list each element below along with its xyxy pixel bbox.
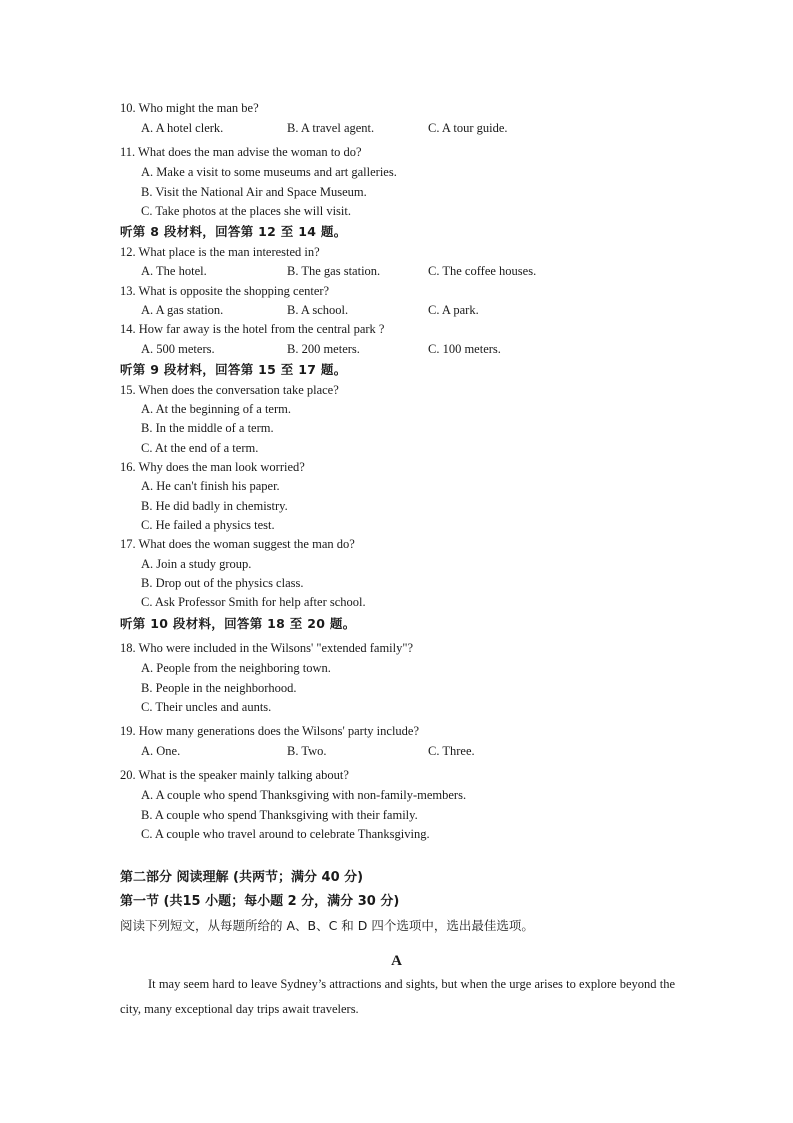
- option-c: C. Three.: [428, 744, 475, 758]
- question-stem: 10. Who might the man be?: [120, 101, 259, 115]
- question-stem: 11. What does the man advise the woman to do?: [120, 145, 362, 159]
- passage-label: A: [391, 953, 402, 969]
- option-b: B. A couple who spend Thanksgiving with their family.: [141, 808, 418, 822]
- question-stem: 17. What does the woman suggest the man do?: [120, 537, 355, 551]
- question-stem: 13. What is opposite the shopping center?: [120, 284, 330, 298]
- option-c: C. He failed a physics test.: [141, 518, 275, 532]
- option-b: B. Drop out of the physics class.: [141, 576, 304, 590]
- option-a: A. Join a study group.: [141, 557, 252, 571]
- option-b: B. Visit the National Air and Space Museum.: [141, 185, 367, 199]
- option-b: B. The gas station.: [287, 264, 381, 278]
- option-b: B. Two.: [287, 744, 327, 758]
- option-c: C. Take photos at the places she will visit.: [141, 204, 351, 218]
- option-c: C. Their uncles and aunts.: [141, 700, 272, 714]
- question-stem: 16. Why does the man look worried?: [120, 460, 305, 474]
- question-stem: 19. How many generations does the Wilsons' party include?: [120, 724, 420, 738]
- passage-paragraph: It may seem hard to leave Sydney’s attractions and sights, but when the urge arises to explore beyond the city, many exceptional day trips await travelers.: [120, 977, 675, 1016]
- option-c: C. At the end of a term.: [141, 441, 259, 455]
- question-stem: 20. What is the speaker mainly talking about?: [120, 768, 349, 782]
- option-a: A. At the beginning of a term.: [141, 402, 291, 416]
- option-b: B. People in the neighborhood.: [141, 681, 297, 695]
- section-heading-9: 听第 9 段材料，回答第 15 至 17 题。: [120, 362, 347, 377]
- option-a: A. A gas station.: [141, 303, 224, 317]
- section-heading-8: 听第 8 段材料，回答第 12 至 14 题。: [120, 224, 347, 239]
- option-a: A. He can't finish his paper.: [141, 479, 280, 493]
- option-b: B. In the middle of a term.: [141, 421, 274, 435]
- instruction-text: 阅读下列短文，从每题所给的 A、B、C 和 D 四个选项中，选出最佳选项。: [120, 918, 534, 933]
- option-c: C. A couple who travel around to celebrate Thanksgiving.: [141, 827, 430, 841]
- question-stem: 14. How far away is the hotel from the central park ?: [120, 322, 385, 336]
- option-c: C. Ask Professor Smith for help after school.: [141, 595, 366, 609]
- option-a: A. The hotel.: [141, 264, 207, 278]
- option-a: A. A hotel clerk.: [141, 121, 224, 135]
- question-stem: 15. When does the conversation take place?: [120, 383, 339, 397]
- option-a: A. People from the neighboring town.: [141, 661, 331, 675]
- option-c: C. 100 meters.: [428, 342, 501, 356]
- option-c: C. A park.: [428, 303, 479, 317]
- question-stem: 18. Who were included in the Wilsons' "extended family"?: [120, 641, 414, 655]
- option-c: C. The coffee houses.: [428, 264, 537, 278]
- section-heading-10: 听第 10 段材料，回答第 18 至 20 题。: [120, 616, 356, 631]
- option-b: B. He did badly in chemistry.: [141, 499, 288, 513]
- option-a: A. A couple who spend Thanksgiving with non-family-members.: [141, 788, 467, 802]
- section-title: 第一节 (共15 小题；每小题 2 分，满分 30 分): [120, 894, 400, 909]
- option-b: B. 200 meters.: [287, 342, 360, 356]
- option-a: A. One.: [141, 744, 181, 758]
- option-b: B. A school.: [287, 303, 349, 317]
- part-title: 第二部分 阅读理解 (共两节；满分 40 分): [120, 870, 364, 885]
- question-stem: 12. What place is the man interested in?: [120, 245, 320, 259]
- option-a: A. 500 meters.: [141, 342, 215, 356]
- option-a: A. Make a visit to some museums and art galleries.: [141, 165, 397, 179]
- option-c: C. A tour guide.: [428, 121, 508, 135]
- option-b: B. A travel agent.: [287, 121, 375, 135]
